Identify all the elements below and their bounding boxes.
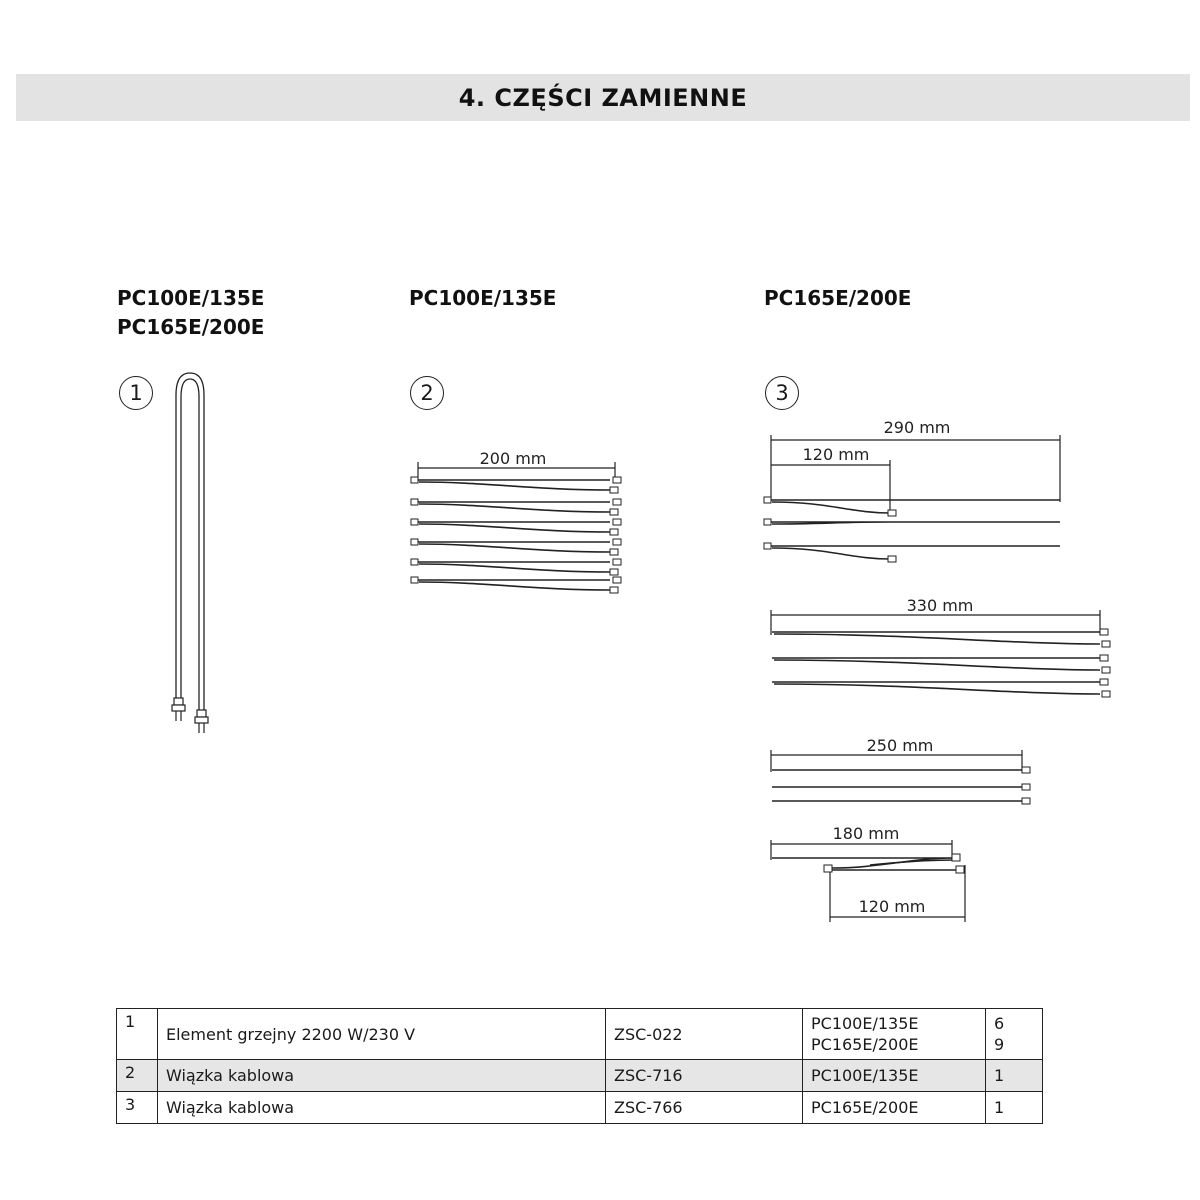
table-row xyxy=(117,1060,1043,1092)
parts-table xyxy=(116,1008,1043,1124)
part-qty-cell xyxy=(986,1009,1043,1060)
part-model-cell xyxy=(803,1092,986,1124)
page-title: 4. CZĘŚCI ZAMIENNE xyxy=(458,83,748,112)
part-marker-3 xyxy=(765,376,799,410)
part-code-cell: ZSC-716 xyxy=(606,1060,803,1092)
dimension-label: 120 mm xyxy=(858,897,926,916)
part-marker-1 xyxy=(119,376,153,410)
part-number-cell: 1 xyxy=(117,1009,158,1060)
part-qty-cell xyxy=(986,1092,1043,1124)
model-line: PC100E/135E xyxy=(811,1014,919,1033)
part-marker-number: 1 xyxy=(129,381,143,405)
qty-line: 6 xyxy=(994,1014,1005,1033)
qty-line: 9 xyxy=(994,1035,1005,1054)
part-marker-number: 3 xyxy=(775,381,789,405)
part-marker-2 xyxy=(410,376,444,410)
model-label: PC165E/200E xyxy=(764,286,912,310)
heating-element-drawing xyxy=(160,365,230,745)
dimension-label: 250 mm xyxy=(866,736,934,755)
column-1-models xyxy=(117,284,264,342)
section-header xyxy=(16,74,1190,121)
part-qty-cell xyxy=(986,1060,1043,1092)
cable-harness-drawing xyxy=(405,440,635,600)
part-name-cell: Wiązka kablowa xyxy=(158,1060,606,1092)
dimension-label: 200 mm xyxy=(479,449,547,468)
dimension-label: 180 mm xyxy=(832,824,900,843)
model-label: PC165E/200E xyxy=(117,315,265,339)
part-model-cell xyxy=(803,1060,986,1092)
part-code-cell: ZSC-766 xyxy=(606,1092,803,1124)
table-row xyxy=(117,1092,1043,1124)
part-code-cell: ZSC-022 xyxy=(606,1009,803,1060)
part-marker-number: 2 xyxy=(420,381,434,405)
qty-line: 1 xyxy=(994,1066,1005,1085)
table-row xyxy=(117,1009,1043,1060)
column-3-models xyxy=(764,284,911,313)
part-number-cell: 3 xyxy=(117,1092,158,1124)
dimension-label: 330 mm xyxy=(906,596,974,615)
part-model-cell xyxy=(803,1009,986,1060)
model-line: PC100E/135E xyxy=(811,1066,919,1085)
part-name-cell: Wiązka kablowa xyxy=(158,1092,606,1124)
model-label: PC100E/135E xyxy=(409,286,557,310)
dimension-label: 290 mm xyxy=(883,418,951,437)
model-line: PC165E/200E xyxy=(811,1098,919,1117)
dimension-label: 120 mm xyxy=(802,445,870,464)
model-label: PC100E/135E xyxy=(117,286,265,310)
column-2-models xyxy=(409,284,556,313)
model-line: PC165E/200E xyxy=(811,1035,919,1054)
part-name-cell: Element grzejny 2200 W/230 V xyxy=(158,1009,606,1060)
cable-harness-drawing xyxy=(760,410,1120,930)
qty-line: 1 xyxy=(994,1098,1005,1117)
part-number-cell: 2 xyxy=(117,1060,158,1092)
